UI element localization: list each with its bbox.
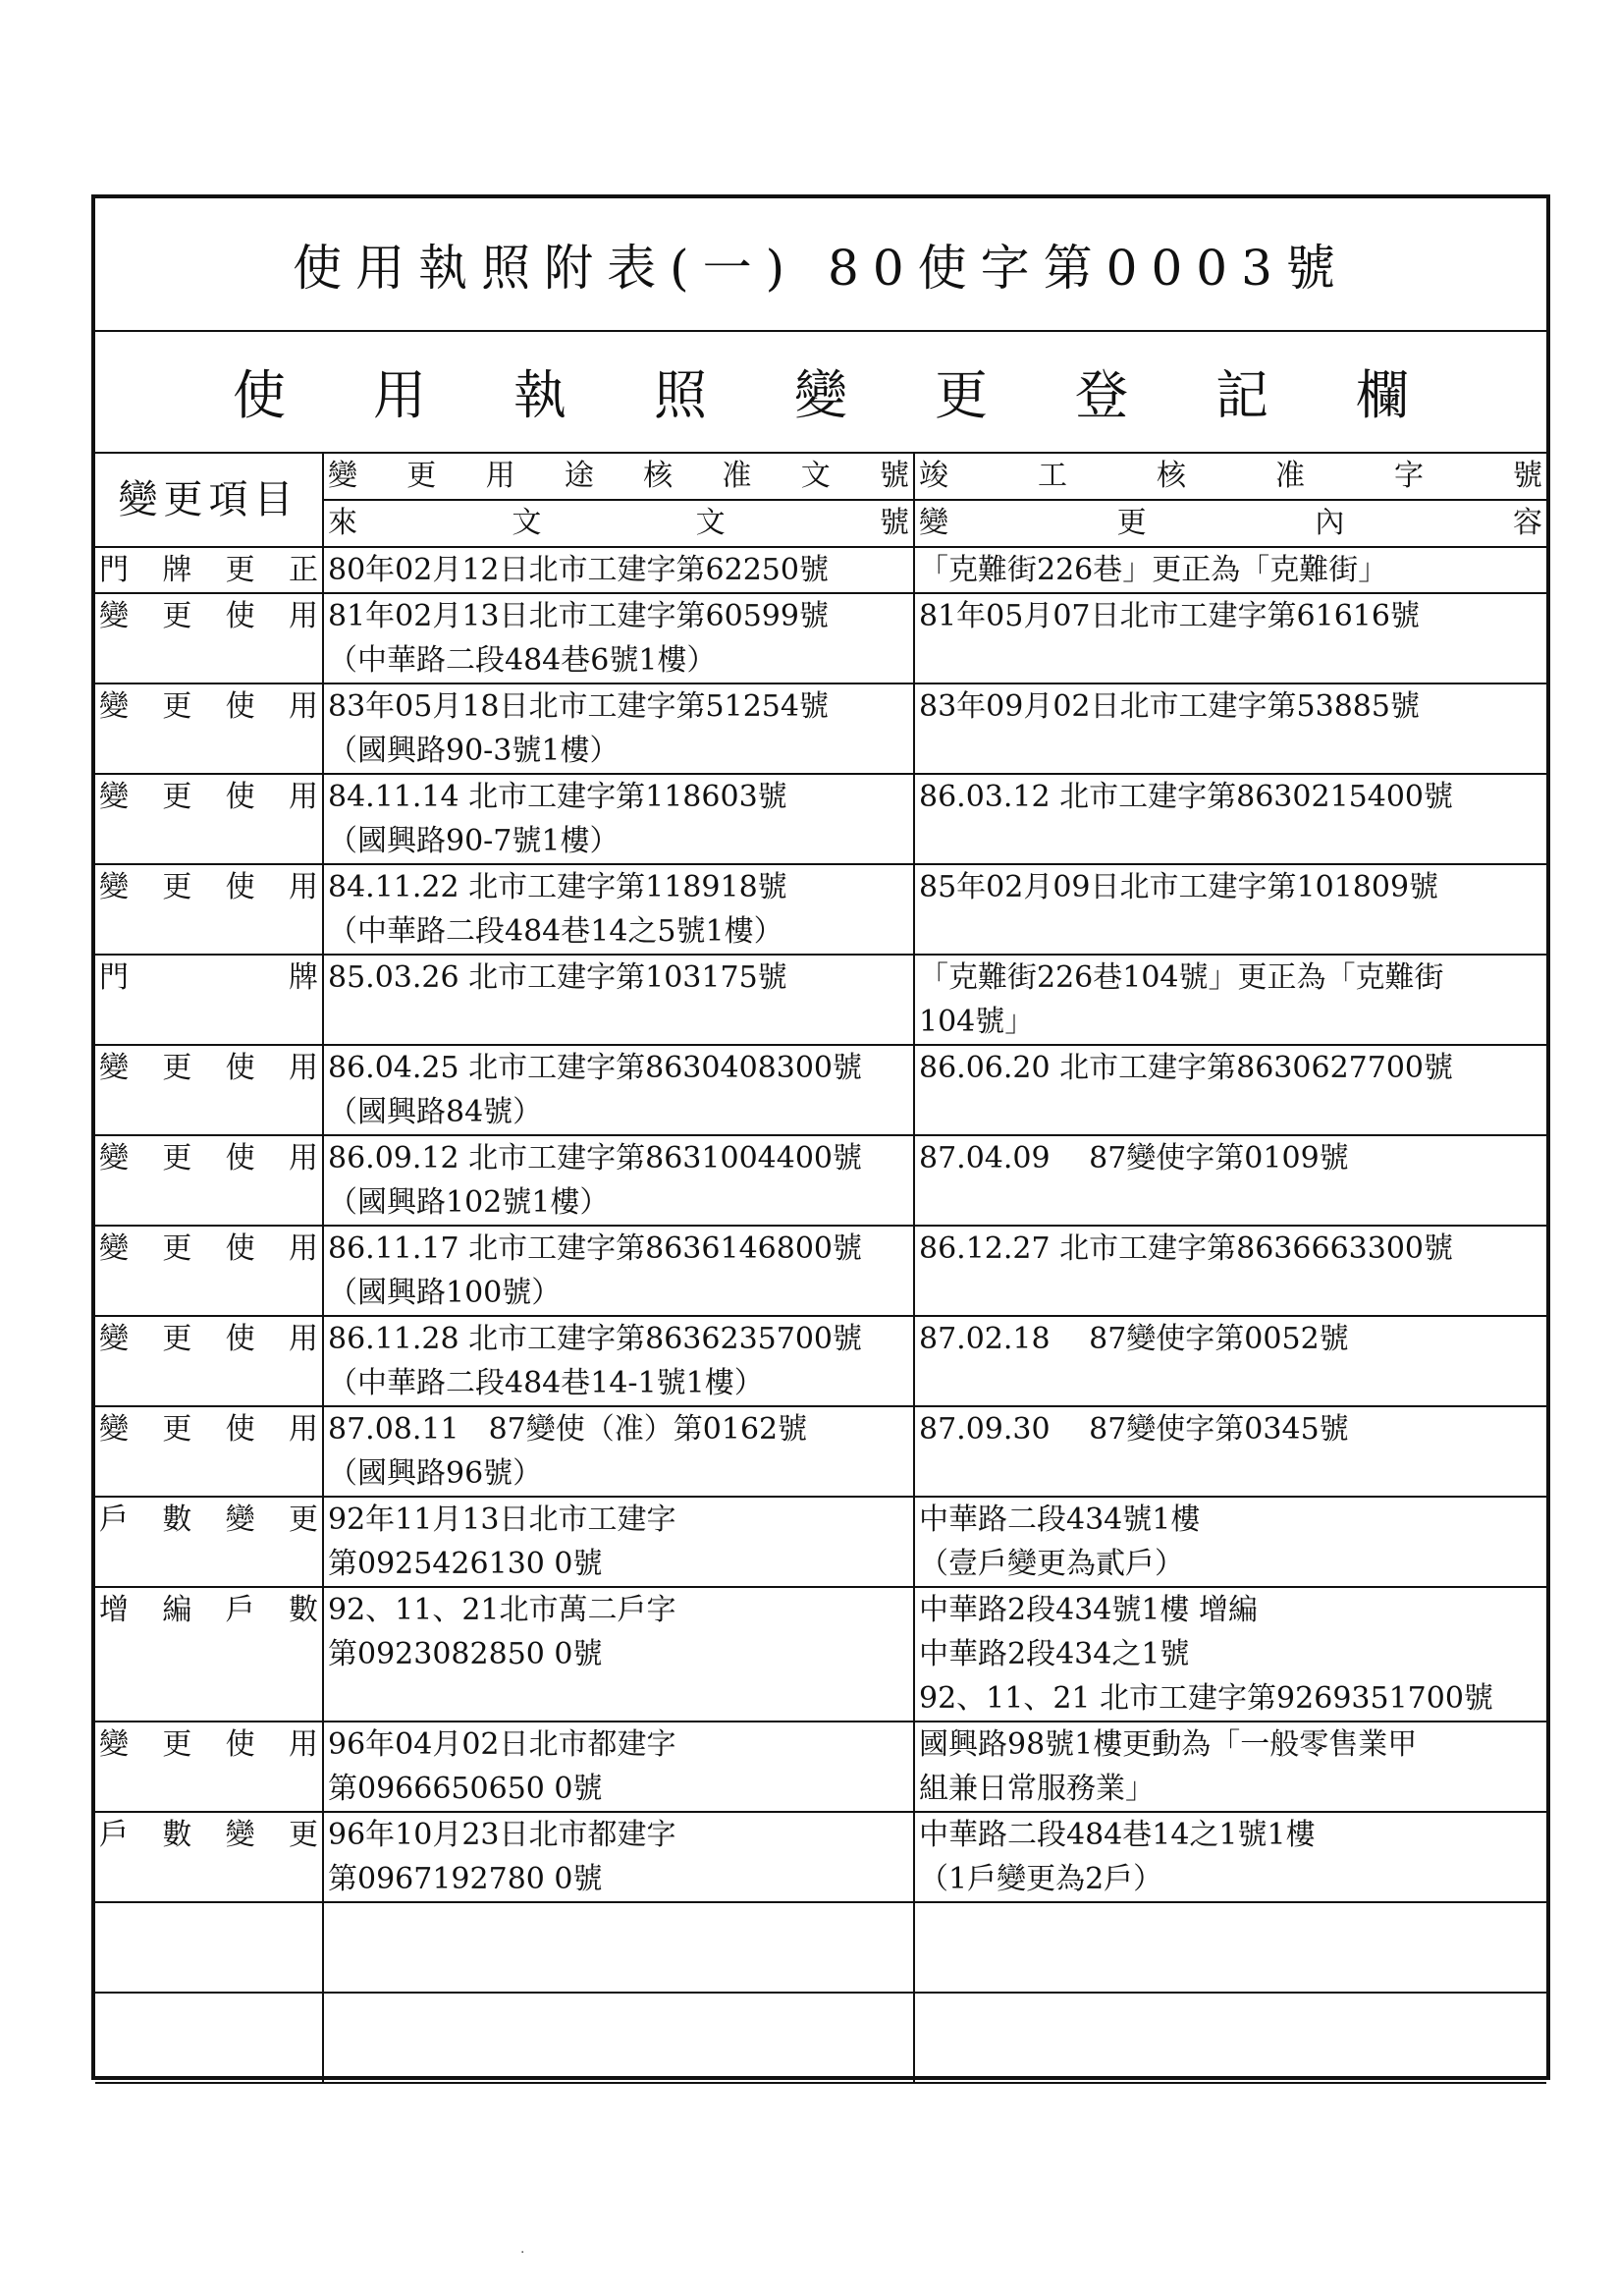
approval-doc-cell [323,1587,914,1722]
change-item-cell [95,683,323,774]
cell-line: （國興路102號1樓） [328,1185,610,1220]
cell-line: （中華路二段484巷14-1號1樓） [328,1366,764,1400]
spread-label: 戶 數 變 更 [99,1503,318,1537]
cell-line: 80年02月12日北市工建字第62250號 [328,553,829,587]
table-row [95,1316,1546,1406]
header-incoming-doc [323,500,914,547]
completion-content-cell [914,1135,1546,1226]
completion-content-cell [914,1497,1546,1587]
table-row [95,593,1546,683]
cell-line: 92、11、21 北市工建字第9269351700號 [919,1681,1493,1716]
document-title: 使用執照附表(一) 80使字第0003號 [95,198,1546,332]
cell-line: 92年11月13日北市工建字 [328,1503,676,1537]
cell-line: 86.03.12 北市工建字第8630215400號 [919,780,1453,814]
section-title-char: 使 [233,363,286,426]
empty-cell [95,1902,323,1993]
cell-line: 中華路二段484巷14之1號1樓 [919,1818,1316,1852]
completion-content-cell [914,1316,1546,1406]
spread-label: 變 更 使 用 [99,780,318,814]
cell-line: 組兼日常服務業」 [919,1772,1155,1806]
empty-cell [95,1993,323,2083]
approval-doc-cell [323,955,914,1045]
cell-line: 81年02月13日北市工建字第60599號 [328,599,829,633]
table-row [95,1406,1546,1497]
cell-line: （國興路96號） [328,1456,543,1491]
cell-line: 中華路2段434號1樓 增編 [919,1593,1258,1627]
cell-line: （國興路90-7號1樓） [328,824,620,858]
approval-doc-cell [323,1316,914,1406]
cell-line: 96年04月02日北市都建字 [328,1727,676,1762]
section-title-char: 變 [794,363,847,426]
cell-line: （中華路二段484巷14之5號1樓） [328,914,783,949]
approval-doc-cell [323,1497,914,1587]
table-row [95,955,1546,1045]
cell-line: 87.09.30 87變使字第0345號 [919,1412,1349,1447]
approval-doc-cell [323,1045,914,1135]
cell-line: 「克難街226巷」更正為「克難街」 [919,553,1388,587]
approval-doc-cell [323,1406,914,1497]
completion-content-cell [914,683,1546,774]
spread-label: 門 牌 更 正 [99,553,318,587]
completion-content-cell [914,774,1546,864]
approval-doc-cell [323,774,914,864]
cell-line: 86.12.27 北市工建字第8636663300號 [919,1231,1453,1266]
spread-label: 門 牌 [99,960,318,995]
cell-line: 86.04.25 北市工建字第8630408300號 [328,1051,862,1085]
cell-line: （國興路100號） [328,1276,562,1310]
spread-label: 變 更 使 用 [99,1141,318,1175]
cell-line: （壹戶變更為貳戶） [919,1547,1184,1581]
header-approval-doc [323,453,914,500]
table-row [95,774,1546,864]
section-title-char: 照 [654,363,707,426]
cell-line: 「克難街226巷104號」更正為「克難街 [919,960,1444,995]
completion-content-cell [914,955,1546,1045]
table-row [95,1045,1546,1135]
change-item-cell [95,1316,323,1406]
approval-doc-cell [323,1812,914,1902]
header-completion-doc [914,453,1546,500]
completion-content-cell [914,593,1546,683]
change-item-cell [95,955,323,1045]
license-document [91,194,1550,2080]
approval-doc-cell [323,864,914,955]
change-register-table [95,452,1546,2084]
cell-line: 中華路二段434號1樓 [919,1503,1201,1537]
change-item-cell [95,1812,323,1902]
cell-line: （1戶變更為2戶） [919,1862,1163,1896]
cell-line: 83年09月02日北市工建字第53885號 [919,689,1420,724]
completion-content-cell [914,1406,1546,1497]
table-row [95,1587,1546,1722]
change-item-cell [95,1406,323,1497]
cell-line: 85年02月09日北市工建字第101809號 [919,870,1439,904]
change-item-cell [95,1045,323,1135]
completion-content-cell [914,1812,1546,1902]
change-item-cell [95,864,323,955]
change-item-cell [95,1587,323,1722]
change-item-cell [95,1226,323,1316]
change-item-cell [95,1135,323,1226]
cell-line: 第0966650650 0號 [328,1772,603,1806]
cell-line: 86.11.17 北市工建字第8636146800號 [328,1231,862,1266]
change-item-cell [95,1722,323,1812]
table-row [95,864,1546,955]
table-row [95,547,1546,593]
cell-line: 中華路2段434之1號 [919,1637,1190,1671]
cell-line: 104號」 [919,1005,1035,1039]
change-item-cell [95,593,323,683]
table-row [95,683,1546,774]
table-row [95,1497,1546,1587]
cell-line: 第0923082850 0號 [328,1637,603,1671]
empty-cell [323,1993,914,2083]
table-row [95,1226,1546,1316]
spread-label: 變 更 使 用 [99,1412,318,1447]
table-header-row [95,453,1546,500]
cell-line: 87.04.09 87變使字第0109號 [919,1141,1349,1175]
approval-doc-cell [323,547,914,593]
approval-doc-cell [323,1226,914,1316]
spread-label: 變 更 使 用 [99,689,318,724]
cell-line: 86.11.28 北市工建字第8636235700號 [328,1322,862,1356]
cell-line: 86.09.12 北市工建字第8631004400號 [328,1141,862,1175]
cell-line: 96年10月23日北市都建字 [328,1818,676,1852]
table-row [95,1722,1546,1812]
spread-label: 變 更 使 用 [99,1051,318,1085]
cell-line: 國興路98號1樓更動為「一般零售業甲 [919,1727,1418,1762]
cell-line: （國興路90-3號1樓） [328,734,620,768]
cell-line: 87.08.11 87變使（准）第0162號 [328,1412,808,1447]
section-title-char: 欄 [1356,363,1409,426]
empty-cell [323,1902,914,1993]
spread-label: 變 更 使 用 [99,599,318,633]
section-title-char: 記 [1215,363,1268,426]
section-title-char: 登 [1075,363,1128,426]
empty-row [95,1993,1546,2083]
completion-content-cell [914,1226,1546,1316]
cell-line: 86.06.20 北市工建字第8630627700號 [919,1051,1453,1085]
approval-doc-cell [323,683,914,774]
spread-label: 變 更 內 容 [919,506,1542,540]
cell-line: 第0967192780 0號 [328,1862,603,1896]
spread-label: 變 更 用 途 核 准 文 號 [328,459,909,493]
spread-label: 變 更 使 用 [99,1727,318,1762]
completion-content-cell [914,1722,1546,1812]
empty-cell [914,1993,1546,2083]
completion-content-cell [914,864,1546,955]
spread-label: 來 文 文 號 [328,506,909,540]
cell-line: 87.02.18 87變使字第0052號 [919,1322,1349,1356]
change-item-cell [95,547,323,593]
cell-line: 83年05月18日北市工建字第51254號 [328,689,829,724]
spread-label: 變 更 使 用 [99,1231,318,1266]
cell-line: 84.11.22 北市工建字第118918號 [328,870,787,904]
cell-line: （國興路84號） [328,1095,543,1129]
change-item-cell [95,774,323,864]
spread-label: 變 更 使 用 [99,870,318,904]
cell-line: 85.03.26 北市工建字第103175號 [328,960,787,995]
section-title-char: 用 [373,363,426,426]
spread-label: 竣 工 核 准 字 號 [919,459,1542,493]
spread-label: 增 編 戶 數 [99,1593,318,1627]
approval-doc-cell [323,1135,914,1226]
change-item-cell [95,1497,323,1587]
cell-line: 第0925426130 0號 [328,1547,603,1581]
completion-content-cell [914,1045,1546,1135]
approval-doc-cell [323,593,914,683]
cell-line: 92、11、21北市萬二戶字 [328,1593,676,1627]
table-row [95,1812,1546,1902]
completion-content-cell [914,547,1546,593]
header-change-content [914,500,1546,547]
section-title-char: 執 [513,363,566,426]
section-title [95,330,1546,454]
table-row [95,1135,1546,1226]
header-item: 變更項目 [95,453,323,547]
cell-line: （中華路二段484巷6號1樓） [328,643,717,678]
empty-cell [914,1902,1546,1993]
cell-line: 81年05月07日北市工建字第61616號 [919,599,1420,633]
cell-line: 84.11.14 北市工建字第118603號 [328,780,787,814]
spread-label: 變 更 使 用 [99,1322,318,1356]
empty-row [95,1902,1546,1993]
completion-content-cell [914,1587,1546,1722]
approval-doc-cell [323,1722,914,1812]
scan-speck: · [520,2245,525,2261]
section-title-char: 更 [935,363,988,426]
spread-label: 戶 數 變 更 [99,1818,318,1852]
